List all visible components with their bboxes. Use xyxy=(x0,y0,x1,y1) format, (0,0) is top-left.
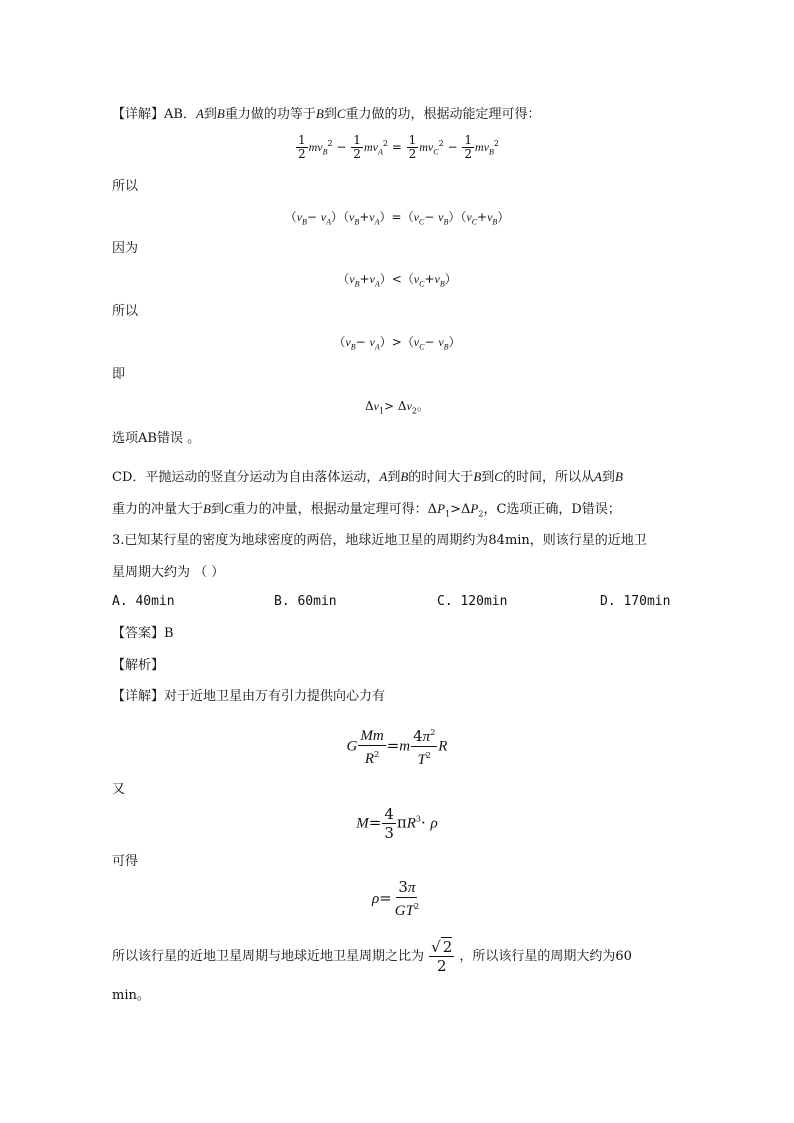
sqrt2-over-2-fraction: $\frac{√ 2}{2}$ xyxy=(431,938,453,975)
label-ji: 即 xyxy=(112,367,126,382)
final-line-2: min。 xyxy=(112,988,150,1003)
fraction: $\frac{Mm}{R^2}$ xyxy=(360,727,384,767)
option-a: A. 40min xyxy=(112,594,175,609)
analysis-title: 【解析】 xyxy=(112,658,165,673)
question-line-2: 星周期大约为 （ ） xyxy=(112,565,225,580)
gravity-equation: G $\frac{Mm}{R^2}$ =m $\frac{4\pi^2}{T^2}$ R xyxy=(0,724,794,769)
label-you: 又 xyxy=(112,782,126,797)
fraction: $\frac{1}{2}$ xyxy=(297,133,306,161)
velocity-product-equation: $(v_B- v_A)(v_B+v_A)=(v_C- v_B)(v_C+v_B)$ xyxy=(284,210,510,227)
density-equation: ρ= $\frac{3\pi}{GT^2}$ xyxy=(371,878,420,919)
fraction: $\frac{1}{2}$ xyxy=(464,133,473,161)
velocity-diff-inequality: $(v_B- v_A)>(v_C- v_B)$ xyxy=(333,335,461,352)
label-suoyi-1: 所以 xyxy=(112,179,139,194)
option-d: D. 170min xyxy=(600,594,671,609)
option-b: B. 60min xyxy=(274,594,337,609)
options-ab-conclusion: 选项AB错误 。 xyxy=(112,431,201,446)
question-line-1: 3.已知某行星的密度为地球密度的两倍，地球近地卫星的周期约为84min，则该行星的近地卫 xyxy=(112,533,647,548)
option-c: C. 120min xyxy=(437,594,508,609)
fraction: $\frac{1}{2}$ xyxy=(353,133,361,161)
fraction: $\frac{4\pi^2}{T^2}$ xyxy=(411,724,437,769)
mass-equation: M= $\frac{4}{3}$ $\pi R^3\cdot \rho$ xyxy=(356,805,438,842)
fraction: $\frac{4}{3}$ xyxy=(384,805,394,842)
label-kede: 可得 xyxy=(112,854,139,869)
delta-v-inequality: $\Delta v_1> \Delta v_2$。 xyxy=(364,399,430,416)
fraction: $\frac{3\pi}{GT^2}$ xyxy=(394,878,420,919)
analysis-detail: 【详解】对于近地卫星由万有引力提供向心力有 xyxy=(112,689,386,704)
velocity-sum-inequality: $(v_B+v_A)<(v_C+v_B)$ xyxy=(337,272,457,289)
kinetic-energy-equation: $\frac{1}{2}$ $mv_B^2$ − $\frac{1}{2}$ $mv_A^2$ = $\frac{1}{2}$ $mv_C^2$ − $\frac{1}{2}$ $mv_B^2$ xyxy=(297,133,499,161)
answer-line: 【答案】B xyxy=(112,626,174,641)
cd-line-2: 重力的冲量大于B到C重力的冲量，根据动量定理可得：$\Delta P_1>\Delta P_2$，C选项正确，D错误； xyxy=(112,501,621,519)
label-suoyi-2: 所以 xyxy=(112,304,139,319)
fraction: $\frac{1}{2}$ xyxy=(408,133,417,161)
final-line: 所以该行星的近地卫星周期与地球近地卫星周期之比为 $\frac{√ 2}{2}$ ，所以该行星的周期大约为60 xyxy=(112,938,632,975)
label-yinwei: 因为 xyxy=(112,241,139,256)
intro-line: 【详解】AB．A到B重力做的功等于B到C重力做的功，根据动能定理可得： xyxy=(112,106,541,122)
cd-line-1: CD．平抛运动的竖直分运动为自由落体运动，A到B的时间大于B到C的时间，所以从A到B xyxy=(112,469,623,485)
